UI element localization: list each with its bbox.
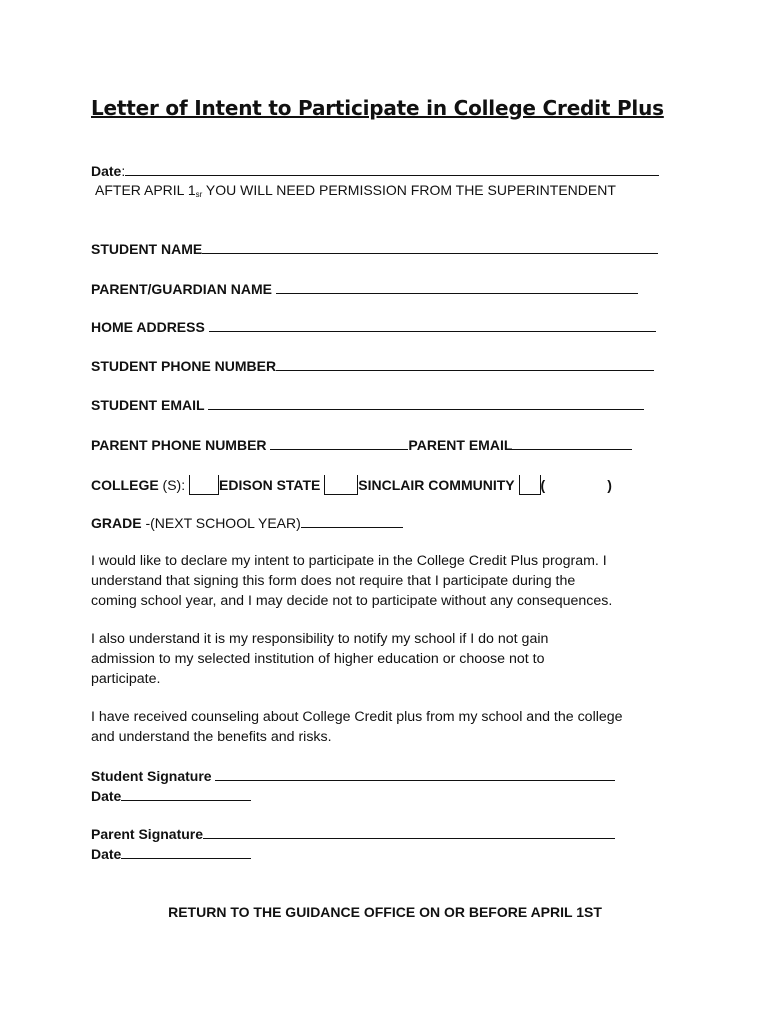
grade-field[interactable]: [301, 514, 403, 528]
parent-sig-date-row: [91, 845, 251, 862]
student-signature-field[interactable]: [215, 767, 615, 781]
parent-signature-row: [91, 825, 615, 842]
college-row: [91, 475, 612, 495]
intent-paragraph: I would like to declare my intent to participate in the College Credit Plus program. I understand that signing this form does not require that I participate during the coming school year, and I may decide not to participate without any consequences.: [91, 553, 613, 609]
grade-label: GRADE: [91, 515, 142, 531]
student-phone-row: [91, 357, 654, 374]
college-label: COLLEGE: [91, 477, 159, 493]
form-title: Letter of Intent to Participate in College Credit Plus: [91, 96, 664, 120]
home-address-label: HOME ADDRESS: [91, 319, 205, 335]
home-address-field[interactable]: [209, 318, 656, 332]
edison-checkbox[interactable]: [189, 475, 219, 495]
parent-contact-row: [91, 436, 632, 453]
parent-name-row: [91, 280, 638, 297]
student-phone-field[interactable]: [276, 357, 654, 371]
date-row: [91, 162, 659, 179]
parent-name-label: PARENT/GUARDIAN NAME: [91, 281, 272, 297]
student-signature-row: [91, 767, 615, 784]
student-phone-label: STUDENT PHONE NUMBER: [91, 358, 277, 374]
return-instructions: RETURN TO THE GUIDANCE OFFICE ON OR BEFORE APRIL 1ST: [168, 904, 602, 920]
date-label: Date: [91, 163, 122, 179]
parent-signature-label: Parent Signature: [91, 826, 204, 842]
grade-suffix: -(NEXT SCHOOL YEAR): [141, 515, 301, 531]
other-college-open: (: [540, 477, 546, 493]
other-college-close: ): [607, 477, 612, 493]
college-suffix: (S):: [158, 477, 186, 493]
parent-name-field[interactable]: [276, 280, 638, 294]
student-email-field[interactable]: [208, 396, 644, 410]
grade-row: [91, 514, 403, 531]
permission-note: AFTER APRIL $1^{sr}$ YOU WILL NEED PERMISSION FROM THE SUPERINTENDENT: [95, 182, 616, 199]
student-sig-date-field[interactable]: [121, 787, 251, 801]
student-sig-date-row: [91, 787, 251, 804]
sinclair-label: SINCLAIR COMMUNITY: [358, 477, 515, 493]
student-sig-date-label: Date: [91, 788, 122, 804]
parent-email-label: PARENT EMAIL: [408, 437, 513, 453]
parent-signature-field[interactable]: [203, 825, 615, 839]
student-email-label: STUDENT EMAIL: [91, 397, 205, 413]
parent-phone-label: PARENT PHONE NUMBER: [91, 437, 267, 453]
parent-email-field[interactable]: [512, 436, 632, 450]
parent-sig-date-label: Date: [91, 846, 122, 862]
counseling-paragraph: I have received counseling about College Credit plus from my school and the college and understand the benefits and risks.: [91, 709, 623, 745]
home-address-row: [91, 318, 656, 335]
student-signature-label: Student Signature: [91, 768, 212, 784]
edison-label: EDISON STATE: [219, 477, 321, 493]
date-colon: :: [121, 163, 126, 179]
parent-phone-field[interactable]: [270, 436, 408, 450]
other-college-checkbox[interactable]: [519, 475, 541, 495]
student-name-label: STUDENT NAME: [91, 241, 203, 257]
student-name-row: [91, 240, 658, 257]
student-email-row: [91, 396, 644, 413]
sinclair-checkbox[interactable]: [324, 475, 358, 495]
responsibility-paragraph: I also understand it is my responsibility to notify my school if I do not gain admission to my selected institution of higher education or choose not to participate.: [91, 631, 549, 687]
date-field[interactable]: [125, 162, 659, 176]
student-name-field[interactable]: [202, 240, 658, 254]
parent-sig-date-field[interactable]: [121, 845, 251, 859]
